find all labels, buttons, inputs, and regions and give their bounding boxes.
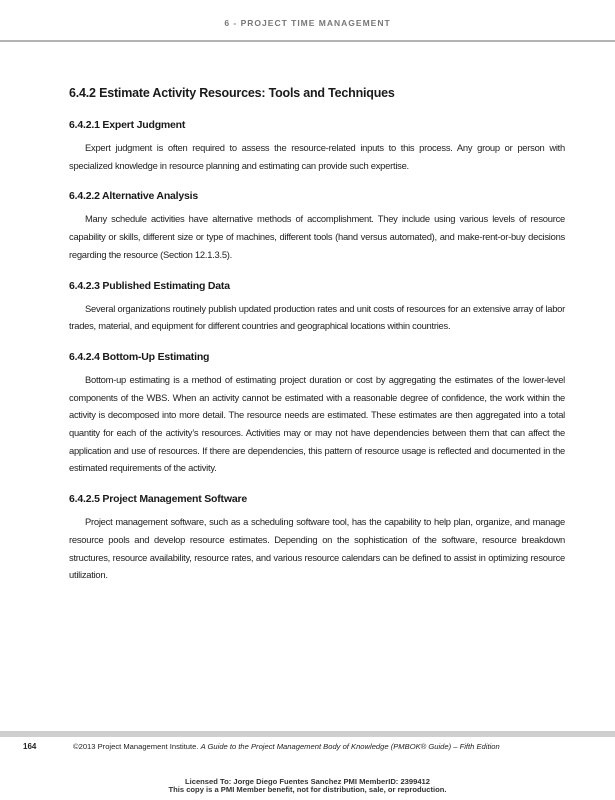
page-number: 164 xyxy=(23,742,37,751)
license-notice xyxy=(0,778,615,794)
header-rule xyxy=(0,40,615,42)
paragraph: Several organizations routinely publish updated production rates and unit costs of resources for an extensive array of labor trades, material, and equipment for different countries and geographical locations within countries. xyxy=(69,302,565,332)
subsection-project-management-software xyxy=(69,493,565,584)
paragraph: Bottom-up estimating is a method of estimating project duration or cost by aggregating the estimates of the lower-level components of the WBS. When an activity cannot be estimated with a reasonable degree of confidence, the work within the activity is decomposed into more detail. The resource needs are estimated. These estimates are then aggregated into a total quantity for each of the activity’s resources. Activities may or may not have dependencies between them that can affect the application and use of resources. If there are dependencies, this pattern of resource usage is reflected and documented in the estimated requirements of the activity. xyxy=(69,373,565,474)
footer-bar xyxy=(0,731,615,737)
section-title: 6.4.2 Estimate Activity Resources: Tools and Techniques xyxy=(69,86,395,100)
subsection-expert-judgment xyxy=(69,119,565,174)
subsection-title: 6.4.2.2 Alternative Analysis xyxy=(69,190,199,203)
book-title: A Guide to the Project Management Body of Knowledge (PMBOK® Guide) – Fifth Edition xyxy=(200,742,500,751)
subsection-title: 6.4.2.1 Expert Judgment xyxy=(69,119,186,131)
subsection-bottom-up-estimating xyxy=(69,351,565,477)
subsection-title: 6.4.2.4 Bottom-Up Estimating xyxy=(69,350,210,363)
copyright: ©2013 Project Management Institute. xyxy=(73,742,199,751)
paragraph: Project management software, such as a scheduling software tool, has the capability to help plan, organize, and manage resource pools and develop resource estimates. Depending on the sophistication of the software, resource breakdown structures, resource availability, resource rates, and various resource calendars can be defined to assist in optimizing resource utilization. xyxy=(69,516,565,581)
license-line: Licensed To: Jorge Diego Fuentes Sanchez PMI MemberID: 2399412 xyxy=(184,777,431,786)
license-line: This copy is a PMI Member benefit, not for distribution, sale, or reproduction. xyxy=(168,785,447,794)
paragraph: Many schedule activities have alternative methods of accomplishment. They include using various levels of resource capability or skills, different size or type of machines, different tools (hand versus automated), and make-rent-or-buy decisions regarding the resource (Section 12.1.3.5). xyxy=(69,213,565,260)
footer xyxy=(23,742,603,751)
subsection-title: 6.4.2.3 Published Estimating Data xyxy=(69,279,230,292)
subsection-alternative-analysis xyxy=(69,190,565,263)
running-header: 6 - PROJECT TIME MANAGEMENT xyxy=(224,18,391,28)
subsection-title: 6.4.2.5 Project Management Software xyxy=(69,493,247,506)
subsection-published-estimating-data xyxy=(69,280,565,335)
paragraph: Expert judgment is often required to assess the resource-related inputs to this process. Any group or person with specialized knowledge in resource planning and estimating can provide such expertise. xyxy=(69,142,565,171)
page-content xyxy=(69,86,565,600)
